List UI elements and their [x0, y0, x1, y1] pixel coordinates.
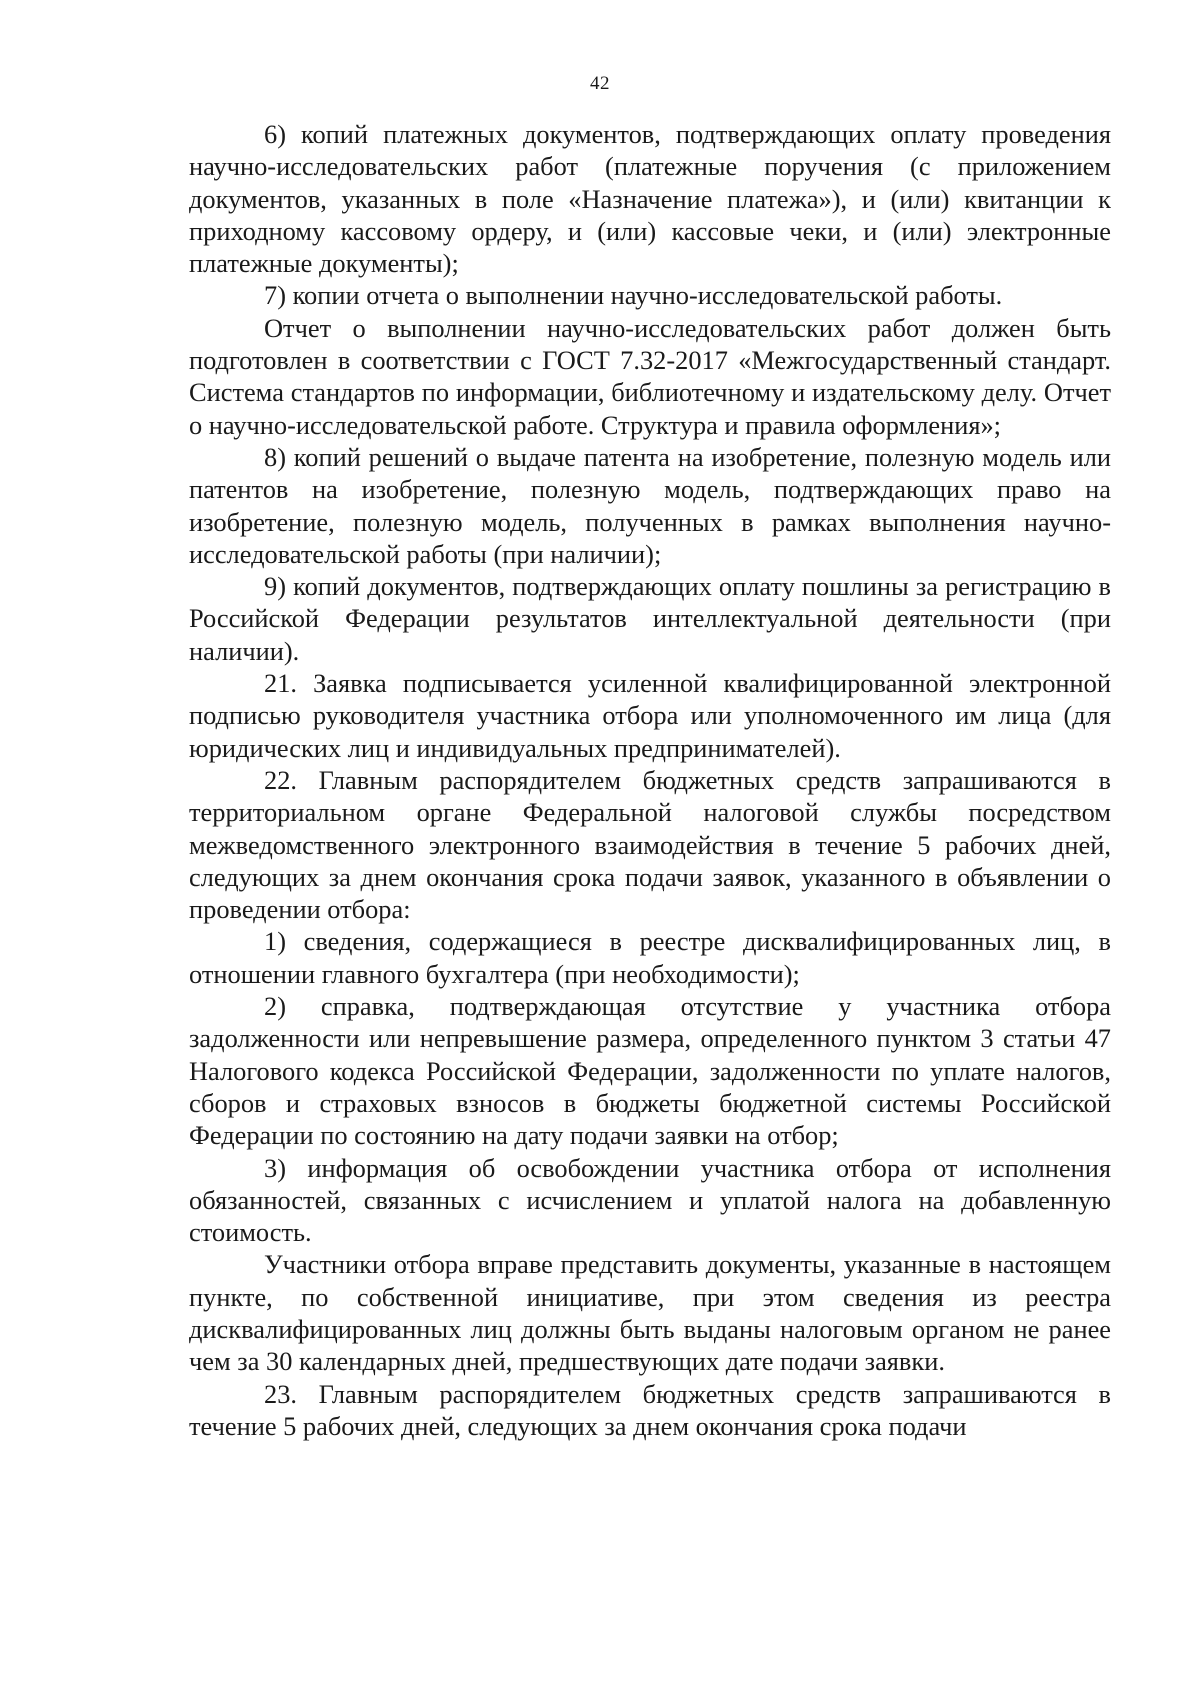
paragraph-clause-22-item-2: 2) справка, подтверждающая отсутствие у участника отбора задолженности или непревышение размера, определенного пунктом 3 статьи 47 Налогового кодекса Российской Федерации, задолженности по уплате налогов, сборов и страховых взносов в бюджеты бюджетной системы Российской Федерации по состоянию на дату подачи заявки на отбор;: [189, 991, 1111, 1151]
page-number: 42: [590, 73, 610, 94]
paragraph-item-7: 7) копии отчета о выполнении научно-исследовательской работы.: [264, 280, 1003, 311]
paragraph-item-8: 8) копий решений о выдаче патента на изобретение, полезную модель или патентов на изобретение, полезную модель, подтверждающих право на изобретение, полезную модель, полученных в рамках выполнения научно-исследовательской работы (при наличии);: [189, 441, 1111, 569]
paragraph-clause-22-item-3: 3) информация об освобождении участника отбора от исполнения обязанностей, связанных с исчислением и уплатой налога на добавленную стоимость.: [189, 1152, 1111, 1248]
paragraph-clause-22-item-1: 1) сведения, содержащиеся в реестре дисквалифицированных лиц, в отношении главного бухгалтера (при необходимости);: [189, 926, 1111, 989]
paragraph-report-requirements: Отчет о выполнении научно-исследовательских работ должен быть подготовлен в соответствии с ГОСТ 7.32-2017 «Межгосударственный стандарт. Система стандартов по информации, библиотечному и издательскому делу. Отчет о научно-исследовательской работе. Структура и правила оформления»;: [189, 312, 1111, 440]
document-body: [189, 118, 1111, 1442]
paragraph-item-6: 6) копий платежных документов, подтверждающих оплату проведения научно-исследовательских работ (платежные поручения (с приложением документов, указанных в поле «Назначение платежа»), и (или) квитанции к приходному кассовому ордеру, и (или) кассовые чеки, и (или) электронные платежные документы);: [189, 119, 1111, 279]
paragraph-clause-22: 22. Главным распорядителем бюджетных средств запрашиваются в территориальном органе Федеральной налоговой службы посредством межведомственного электронного взаимодействия в течение 5 рабочих дней, следующих за днем окончания срока подачи заявок, указанного в объявлении о проведении отбора:: [189, 764, 1111, 925]
paragraph-item-9: 9) копий документов, подтверждающих оплату пошлины за регистрацию в Российской Федерации результатов интеллектуальной деятельности (при наличии).: [189, 571, 1111, 666]
paragraph-participants-right: Участники отбора вправе представить документы, указанные в настоящем пункте, по собственной инициативе, при этом сведения из реестра дисквалифицированных лиц должны быть выданы налоговым органом не ранее чем за 30 календарных дней, предшествующих дате подачи заявки.: [189, 1249, 1111, 1377]
paragraph-clause-21: 21. Заявка подписывается усиленной квалифицированной электронной подписью руководителя участника отбора или уполномоченного им лица (для юридических лиц и индивидуальных предпринимателей).: [189, 668, 1111, 763]
paragraph-clause-23: 23. Главным распорядителем бюджетных средств запрашиваются в течение 5 рабочих дней, следующих за днем окончания срока подачи: [189, 1378, 1111, 1441]
